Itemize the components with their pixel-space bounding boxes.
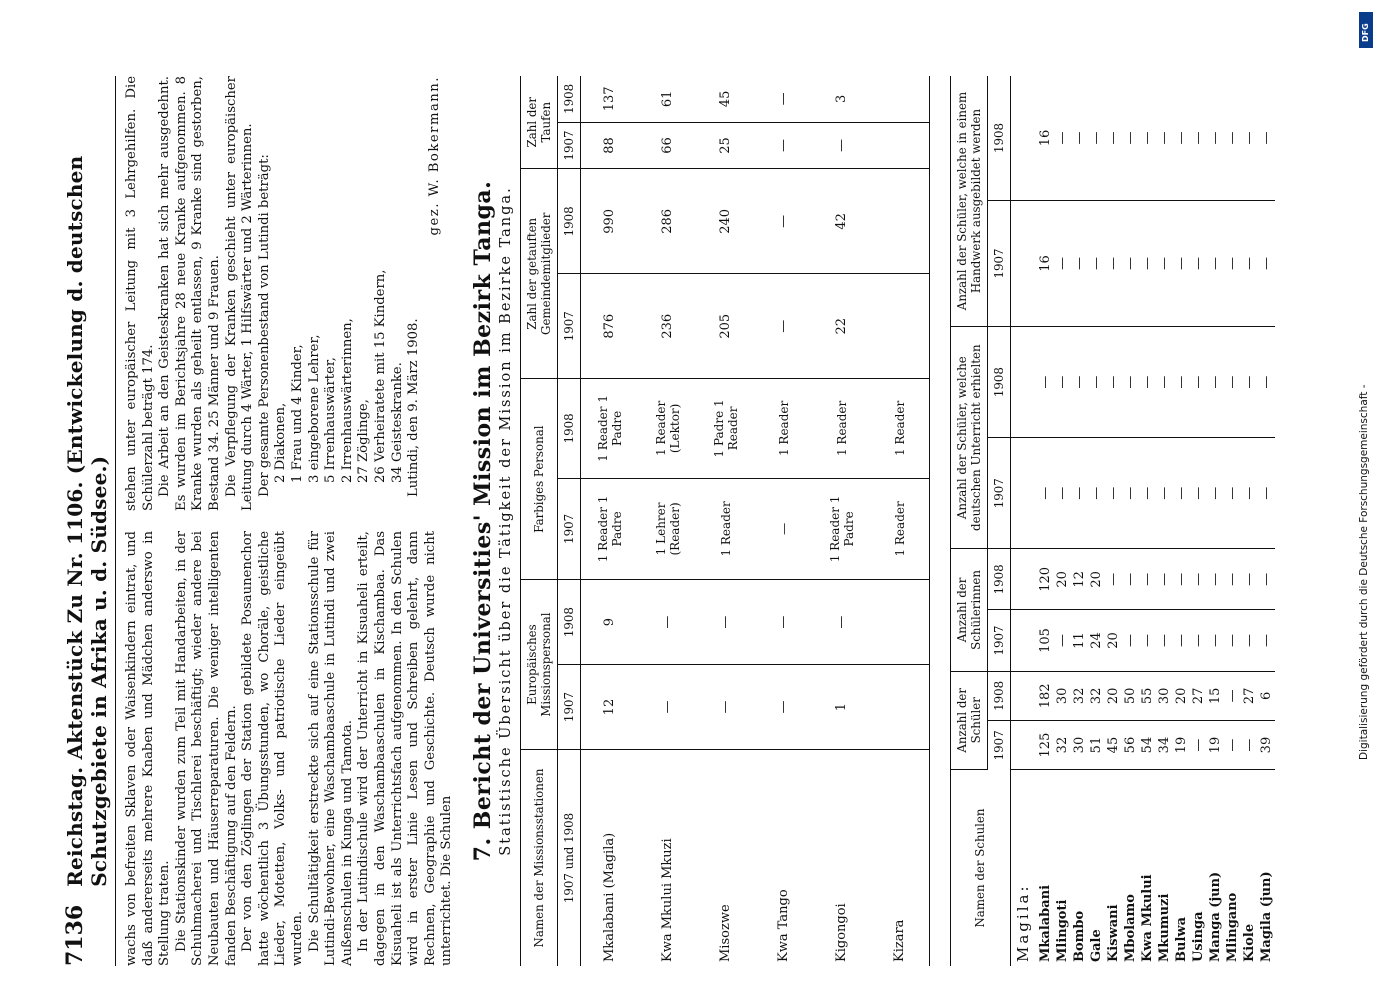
year-header: 1907 xyxy=(987,721,1010,770)
table-cell: 27 xyxy=(1241,671,1258,721)
list-item: 5 Irrenhauswärter, xyxy=(323,357,339,483)
year-header: 1908 xyxy=(557,580,580,665)
table-row xyxy=(813,76,871,966)
document-page xyxy=(62,76,1275,966)
year-header: 1907 xyxy=(557,478,580,580)
school-name: Manga (jun) xyxy=(1207,871,1223,962)
table-cell: 88 xyxy=(580,122,639,169)
table-cell: — xyxy=(1139,610,1156,671)
paragraph: Die Stationskinder wurden zum Teil mit Handarbeiten, in der Schuhmacherei und Tischlerei beschäftigt; wieder andere bei Neubauten und Häuserreparaturen. Die weniger intelligenten fanden Beschäftigung auf den Feldern. xyxy=(173,531,239,966)
paragraph: stehen unter europäischer Leitung mit 3 Lehrgehilfen. Die Schülerzahl beträgt 174. xyxy=(124,76,156,511)
col-header-coloured: Farbiges Personal xyxy=(520,379,557,580)
table-cell: 1 Lehrer (Reader) xyxy=(639,478,697,580)
table-row xyxy=(639,76,697,966)
table-cell: — xyxy=(1139,76,1156,200)
mission-stations-table xyxy=(520,76,930,966)
table-cell: — xyxy=(1207,200,1224,326)
table-cell: — xyxy=(1241,721,1258,770)
list-item: 1 Frau und 4 Kinder, xyxy=(289,344,305,483)
table-cell: — xyxy=(1224,327,1241,438)
table-row xyxy=(1173,76,1190,966)
station-name: Kizara xyxy=(892,919,908,962)
table-cell: — xyxy=(1224,549,1241,610)
year-header: 1908 xyxy=(987,76,1010,200)
table-cell: — xyxy=(1037,327,1054,438)
table-cell: 11 xyxy=(1071,610,1088,671)
table-cell: — xyxy=(1173,610,1190,671)
dateline: Lutindi, den 9. März 1908. xyxy=(406,318,422,497)
table-cell xyxy=(871,580,930,665)
table-cell: — xyxy=(755,76,813,122)
table-cell: 50 xyxy=(1122,671,1139,721)
table-cell: — xyxy=(697,580,755,665)
table-row xyxy=(1105,76,1122,966)
table-cell: — xyxy=(1088,200,1105,326)
table-cell: — xyxy=(1071,438,1088,549)
table-cell: 45 xyxy=(697,76,755,122)
school-name: Magila (jun) xyxy=(1258,871,1274,962)
table-cell: 990 xyxy=(580,169,639,274)
table-row xyxy=(1156,76,1173,966)
table-cell: — xyxy=(1122,438,1139,549)
table-cell: 20 xyxy=(1054,549,1071,610)
table-cell: 105 xyxy=(1037,610,1054,671)
school-name: Mlingano xyxy=(1224,892,1240,962)
table-row xyxy=(1224,76,1241,966)
table-cell: 6 xyxy=(1258,671,1275,721)
two-column-text xyxy=(124,76,456,966)
paragraph: Die Schultätigkeit erstreckte sich auf eine Stationsschule für Lutindi-Bewohner, eine Waschambaaschule in Lutindi und zwei Außenschulen in Kunga und Tamota. xyxy=(306,531,355,966)
table-cell: — xyxy=(1190,610,1207,671)
table-row xyxy=(1207,76,1224,966)
table-cell: — xyxy=(1122,549,1139,610)
paragraph: Die Verpflegung der Kranken geschieht unter europäischer Leitung durch 4 Wärter, 1 Hilfswärter und 2 Wärterinnen. xyxy=(223,76,256,511)
table-cell: — xyxy=(1190,200,1207,326)
table-cell: — xyxy=(1224,721,1241,770)
table-cell: — xyxy=(1207,610,1224,671)
col-header-girls: Anzahl der Schülerinnen xyxy=(950,549,987,671)
table-cell: — xyxy=(1190,549,1207,610)
col-header-schools: Namen der Schulen xyxy=(950,770,1010,967)
page-header xyxy=(62,76,116,966)
digitization-credit xyxy=(1355,60,1377,960)
table-cell: 1 Reader xyxy=(755,379,813,479)
table-cell: — xyxy=(1241,438,1258,549)
school-name: Mkalabani xyxy=(1037,884,1053,962)
table-cell: — xyxy=(1258,549,1275,610)
table-cell: 125 xyxy=(1037,721,1054,770)
table-cell: — xyxy=(1241,610,1258,671)
table-cell: — xyxy=(1258,438,1275,549)
table-cell: 120 xyxy=(1037,549,1054,610)
col-header-members: Zahl der getauften Gemeindemitglieder xyxy=(520,169,557,379)
table-cell: — xyxy=(1122,610,1139,671)
table-cell: — xyxy=(1241,327,1258,438)
school-name: Kiole xyxy=(1241,923,1257,962)
table-cell: — xyxy=(1190,327,1207,438)
table-cell: 30 xyxy=(1156,671,1173,721)
school-name: Mbolamo xyxy=(1122,894,1138,962)
table-cell: — xyxy=(1258,200,1275,326)
table-cell: 1 Reader xyxy=(813,379,871,479)
table-cell: — xyxy=(755,665,813,750)
table-cell: 20 xyxy=(1088,549,1105,610)
school-name: Bombo xyxy=(1071,910,1087,962)
table-cell: 22 xyxy=(813,274,871,379)
table-row xyxy=(1190,76,1207,966)
year-header: 1908 xyxy=(557,379,580,479)
table-cell: — xyxy=(1224,76,1241,200)
table-cell: — xyxy=(1156,549,1173,610)
table-row xyxy=(580,76,639,966)
table-cell: — xyxy=(1241,200,1258,326)
table-cell: 20 xyxy=(1105,671,1122,721)
table-cell: — xyxy=(1173,327,1190,438)
station-name: Mkalabani (Magila) xyxy=(602,832,618,962)
table-cell: 16 xyxy=(1037,200,1054,326)
table-cell: — xyxy=(755,274,813,379)
school-name: Mlingoti xyxy=(1054,899,1070,962)
col-header-years: 1907 und 1908 xyxy=(557,750,580,967)
year-header: 1908 xyxy=(557,76,580,122)
year-header: 1907 xyxy=(557,665,580,750)
table-cell: 1 Padre 1 Reader xyxy=(697,379,755,479)
list-item: 3 eingeborene Lehrer, xyxy=(306,334,322,483)
school-name: Gale xyxy=(1088,929,1104,962)
school-name: Mkumuzi xyxy=(1156,893,1172,962)
year-header: 1908 xyxy=(987,671,1010,721)
list-item: 2 Irrenhauswärterinnen, xyxy=(339,318,355,483)
section-subtitle: Statistische Übersicht über die Tätigkeit der Mission im Bezirke Tanga. xyxy=(497,186,514,856)
table-cell: 51 xyxy=(1088,721,1105,770)
table-cell: 236 xyxy=(639,274,697,379)
table-cell: 15 xyxy=(1207,671,1224,721)
year-header: 1907 xyxy=(987,610,1010,671)
table-cell: 1 Reader xyxy=(871,478,930,580)
running-title: Reichstag. Aktenstück Zu Nr. 1106. (Entwickelung d. deutschen Schutzgebiete in Afrika u. d. Südsee.) xyxy=(63,155,111,887)
col-header-german: Anzahl der Schüler, welche deutschen Unterricht erhielten xyxy=(950,327,987,549)
schools-table xyxy=(950,76,1275,966)
dfg-logo xyxy=(1359,12,1373,48)
table-cell: 55 xyxy=(1139,671,1156,721)
table-cell: — xyxy=(1054,327,1071,438)
table-cell: 30 xyxy=(1054,671,1071,721)
table-cell: — xyxy=(1224,610,1241,671)
year-header: 1907 xyxy=(987,200,1010,326)
table-cell: — xyxy=(813,122,871,169)
paragraph: Die Arbeit an den Geisteskranken hat sich mehr ausgedehnt. Es wurden im Berichtsjahre 28 neue Kranke aufgenommen. 8 Kranke wurden als geheilt entlassen, 9 Kranke sind gestorben, Bestand 34. 25 Männer und 9 Frauen. xyxy=(157,76,222,511)
table-cell: — xyxy=(1156,200,1173,326)
table-cell: — xyxy=(1037,438,1054,549)
table-cell: 16 xyxy=(1037,76,1054,200)
table-cell: — xyxy=(1105,200,1122,326)
table-row xyxy=(755,76,813,966)
year-header: 1908 xyxy=(987,549,1010,610)
table-cell: — xyxy=(1105,76,1122,200)
table-cell: 27 xyxy=(1190,671,1207,721)
table-cell: 32 xyxy=(1054,721,1071,770)
school-name: Bulwa xyxy=(1173,917,1189,962)
table-cell: — xyxy=(755,580,813,665)
table-cell xyxy=(871,169,930,274)
table-cell: — xyxy=(1173,200,1190,326)
school-name: Usinga xyxy=(1190,911,1206,962)
col-header-european: Europäisches Missionspersonal xyxy=(520,580,557,750)
table-cell: 39 xyxy=(1258,721,1275,770)
table-cell: — xyxy=(1088,76,1105,200)
year-header: 1908 xyxy=(987,327,1010,438)
table-cell: — xyxy=(1224,438,1241,549)
table-cell: — xyxy=(1071,327,1088,438)
table-cell: 12 xyxy=(580,665,639,750)
table-cell: 1 Reader 1 Padre xyxy=(813,478,871,580)
table-cell: 182 xyxy=(1037,671,1054,721)
station-name: Kigongoi xyxy=(834,903,850,962)
table-cell: — xyxy=(1258,76,1275,200)
table-cell: 20 xyxy=(1173,671,1190,721)
table-cell: 19 xyxy=(1173,721,1190,770)
table-row xyxy=(697,76,755,966)
table-row xyxy=(1037,76,1054,966)
table-cell: — xyxy=(1156,610,1173,671)
table-cell: 66 xyxy=(639,122,697,169)
table-cell: 286 xyxy=(639,169,697,274)
table-cell: 54 xyxy=(1139,721,1156,770)
table-row xyxy=(871,76,930,966)
table-cell: 30 xyxy=(1071,721,1088,770)
table-row xyxy=(1139,76,1156,966)
table-cell: — xyxy=(1088,327,1105,438)
page-number: 7136 xyxy=(62,904,88,966)
table-cell: 1 Reader xyxy=(697,478,755,580)
group-label: Magila: xyxy=(1014,883,1033,962)
paragraph: In der Lutindischule wird der Unterricht in Kisuaheli erteilt, dagegen in den Waschambaaschulen in Kischambaa. Das Kisuaheli ist als Unterrichtsfach aufgenommen. In den Schulen wird in erster Linie Lesen und Schreiben gelehrt, dann Rechnen, Geographie und Geschichte. Deutsch wurde nicht unterrichtet. Die Schulen xyxy=(356,531,455,966)
table-cell: — xyxy=(639,580,697,665)
table-cell: 34 xyxy=(1156,721,1173,770)
paragraph: Der gesamte Personenbestand von Lutindi beträgt: xyxy=(256,154,272,497)
table-row xyxy=(1258,76,1275,966)
table-cell: — xyxy=(1139,438,1156,549)
table-cell: — xyxy=(1139,327,1156,438)
table-cell: — xyxy=(1241,549,1258,610)
table-cell xyxy=(871,76,930,122)
station-name: Kwa Mkului Mkuzi xyxy=(660,838,676,962)
table-cell: — xyxy=(1105,327,1122,438)
table-cell: 240 xyxy=(697,169,755,274)
table-cell: — xyxy=(1156,76,1173,200)
table-cell: — xyxy=(755,169,813,274)
table-cell: 61 xyxy=(639,76,697,122)
table-cell: 12 xyxy=(1071,549,1088,610)
table-cell: 1 Reader (Lektor) xyxy=(639,379,697,479)
year-header: 1908 xyxy=(557,169,580,274)
table-cell: — xyxy=(1071,76,1088,200)
table-cell: 19 xyxy=(1207,721,1224,770)
table-cell: 45 xyxy=(1105,721,1122,770)
table-cell: — xyxy=(1258,610,1275,671)
table-cell: — xyxy=(1207,76,1224,200)
col-header-handcraft: Anzahl der Schüler, welche in einem Handwerk ausgebildet werden xyxy=(950,76,987,327)
personnel-list xyxy=(273,76,406,483)
table-cell: — xyxy=(1054,438,1071,549)
paragraph: Der von den Zöglingen der Station gebildete Posaunenchor hatte wöchentlich 3 Übungsstunden, wo Choräle, geistliche Lieder, Motetten, Volks- und patriotische Lieder eingeübt wurden. xyxy=(240,531,305,966)
table-cell: — xyxy=(755,478,813,580)
section-title: 7. Bericht der Universities' Mission im Bezirk Tanga. xyxy=(469,180,496,862)
table-cell: — xyxy=(1156,327,1173,438)
table-row xyxy=(1071,76,1088,966)
station-name: Kwa Tango xyxy=(776,889,792,962)
paragraph: wachs von befreiten Sklaven oder Waisenkindern eintrat, und daß andererseits mehrere Knaben und Mädchen anderswo in Stellung traten. xyxy=(124,531,173,966)
list-item: 27 Zöglinge, xyxy=(356,399,372,483)
table-row xyxy=(1122,76,1139,966)
credit-text: Digitalisierung gefördert durch die Deutsche Forschungsgemeinschaft - xyxy=(1358,384,1370,760)
table-cell: — xyxy=(1173,76,1190,200)
table-cell: — xyxy=(1054,610,1071,671)
table-cell: — xyxy=(1156,438,1173,549)
col-header-stations: Namen der Missionsstationen xyxy=(520,750,557,967)
table-cell: — xyxy=(697,665,755,750)
table-cell: — xyxy=(1190,76,1207,200)
table-cell: — xyxy=(1122,76,1139,200)
table-cell: 32 xyxy=(1071,671,1088,721)
table-cell: 24 xyxy=(1088,610,1105,671)
col-header-baptisms: Zahl der Taufen xyxy=(520,76,557,169)
table-cell: — xyxy=(1190,721,1207,770)
table-cell: 3 xyxy=(813,76,871,122)
table-cell: — xyxy=(1258,327,1275,438)
table-cell: 205 xyxy=(697,274,755,379)
table-cell: 876 xyxy=(580,274,639,379)
col-header-pupils: Anzahl der Schüler xyxy=(950,671,987,769)
table-cell xyxy=(871,274,930,379)
table-cell xyxy=(871,665,930,750)
table-cell: 1 Reader 1 Padre xyxy=(580,379,639,479)
table-cell: 1 Reader 1 Padre xyxy=(580,478,639,580)
signature: gez. W. Bokermann. xyxy=(426,76,442,236)
table-cell: — xyxy=(1054,200,1071,326)
table-cell: — xyxy=(1054,76,1071,200)
station-name: Misozwe xyxy=(718,904,734,962)
list-item: 34 Geisteskranke. xyxy=(389,362,405,483)
list-item: 26 Verheiratete mit 15 Kindern, xyxy=(372,269,388,483)
table-row xyxy=(1241,76,1258,966)
table-cell: — xyxy=(1122,327,1139,438)
table-cell: 1 Reader xyxy=(871,379,930,479)
table-cell: — xyxy=(755,122,813,169)
table-cell: — xyxy=(1190,438,1207,549)
table-cell: — xyxy=(1105,549,1122,610)
left-column xyxy=(124,531,456,966)
table-cell: — xyxy=(1139,200,1156,326)
table-cell: 56 xyxy=(1122,721,1139,770)
year-header: 1907 xyxy=(987,438,1010,549)
table-cell: — xyxy=(1139,549,1156,610)
group-row xyxy=(1010,76,1037,966)
table-cell: 25 xyxy=(697,122,755,169)
table-cell: — xyxy=(1224,671,1241,721)
year-header: 1907 xyxy=(557,122,580,169)
table-cell: — xyxy=(813,580,871,665)
table-cell: 1 xyxy=(813,665,871,750)
table-cell: — xyxy=(1207,438,1224,549)
table-cell: — xyxy=(1207,549,1224,610)
table-cell: 20 xyxy=(1105,610,1122,671)
list-item: 2 Diakonen, xyxy=(273,402,289,483)
table-cell: 9 xyxy=(580,580,639,665)
right-column xyxy=(124,76,456,511)
school-name: Kwa Mkului xyxy=(1139,874,1155,962)
table-cell: — xyxy=(1105,438,1122,549)
table-cell: — xyxy=(1173,438,1190,549)
table-cell: 32 xyxy=(1088,671,1105,721)
logo-text: DFG xyxy=(1361,23,1370,42)
table-cell: 42 xyxy=(813,169,871,274)
table-cell: — xyxy=(1207,327,1224,438)
table-row xyxy=(1054,76,1071,966)
table-cell: — xyxy=(1071,200,1088,326)
table-row xyxy=(1088,76,1105,966)
year-header: 1907 xyxy=(557,274,580,379)
table-cell: 137 xyxy=(580,76,639,122)
table-cell: — xyxy=(1088,438,1105,549)
table-cell: — xyxy=(1173,549,1190,610)
table-cell: — xyxy=(1241,76,1258,200)
table-cell: — xyxy=(639,665,697,750)
table-cell: — xyxy=(1122,200,1139,326)
school-name: Kiswani xyxy=(1105,904,1121,962)
table-cell xyxy=(871,122,930,169)
table-cell: — xyxy=(1224,200,1241,326)
